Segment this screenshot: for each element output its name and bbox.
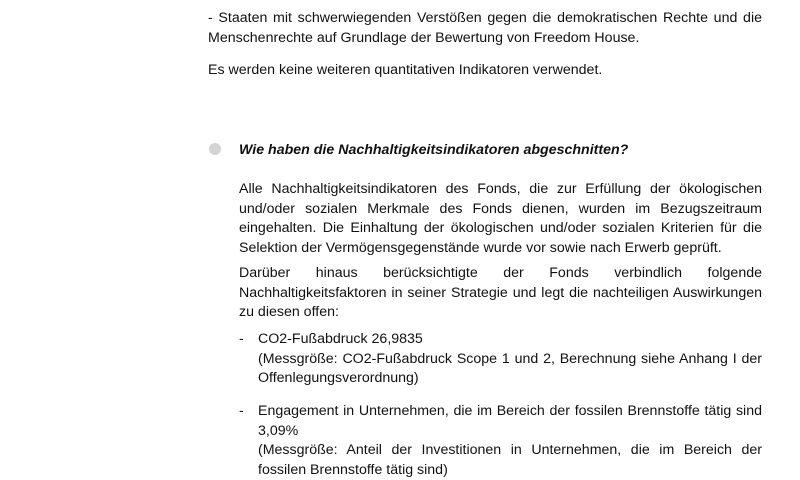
list-item-body [258, 402, 762, 480]
no-further-indicators-text: Es werden keine weiteren quantitativen Indikatoren verwendet. [208, 62, 603, 78]
list-dash: - [239, 403, 244, 419]
section-bullet-icon [209, 143, 221, 155]
section-paragraph-2: Darüber hinaus berücksichtigte der Fonds verbindlich folgende Nachhaltigkeitsfaktoren in seiner Strategie und legt die nachteiligen Auswirkungen zu diesen offen: [239, 265, 762, 320]
list-item-measure: (Messgröße: Anteil der Investitionen in Unternehmen, die im Bereich der fossilen Brennstoffe tätig sind) [258, 442, 762, 478]
list-item-measure: (Messgröße: CO2-Fußabdruck Scope 1 und 2, Berechnung siehe Anhang I der Offenlegungsverordnung) [258, 350, 762, 386]
section-paragraph-1: Alle Nachhaltigkeitsindikatoren des Fonds, die zur Erfüllung der ökologischen und/oder sozialen Merkmale des Fonds dienen, wurden im Bezugszeitraum eingehalten. Die Einhaltung der ökologischen und/oder sozialen Kriterien für die Selektion der Vermögensgegenstände wurde vor sowie nach Erwerb geprüft. [239, 181, 762, 256]
list-item-title: CO2-Fußabdruck 26,9835 [258, 331, 423, 347]
intro-paragraph: - Staaten mit schwerwiegenden Verstößen gegen die demokratischen Rechte und die Menschenrechte auf Grundlage der Bewertung von Freedom House. [208, 10, 762, 46]
list-item-title: Engagement in Unternehmen, die im Bereich der fossilen Brennstoffe tätig sind 3,09% [258, 403, 762, 439]
list-dash: - [239, 331, 244, 347]
section-heading: Wie haben die Nachhaltigkeitsindikatoren abgeschnitten? [239, 142, 629, 158]
list-item-body [258, 330, 762, 389]
